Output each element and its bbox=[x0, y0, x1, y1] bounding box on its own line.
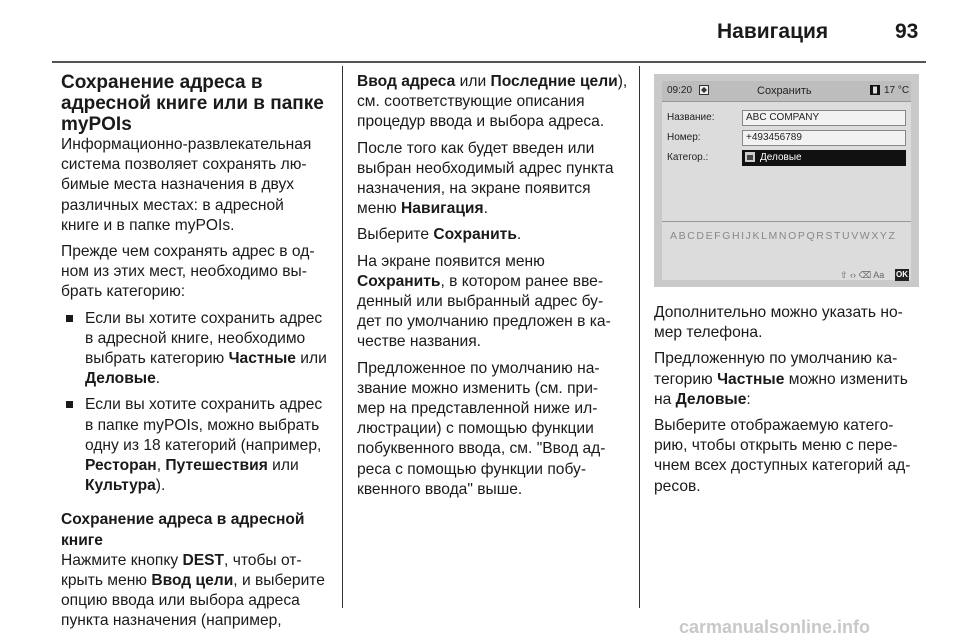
paragraph-save-menu: На экране появится меню Сохранить, в котором ранее вве- денный или выбранный адрес бу- дет по умолчанию предложен в ка- честве названия. bbox=[357, 252, 611, 351]
category-icon bbox=[745, 152, 755, 162]
paragraph-rename: Предложенное по умолчанию на- звание можно изменить (см. при- мер на представленной ниже ил- люстрации) с помощью функции побуквенного ввода, см. "Ввод ад- реса с помощью функции побу- квенного ввода" выше. bbox=[357, 359, 606, 498]
paragraph-default-category: Предложенную по умолчанию ка- тегорию Частные можно изменить на Деловые: bbox=[654, 350, 908, 408]
paragraph-select-save: Выберите Сохранить. bbox=[357, 226, 522, 244]
paragraph-category: Прежде чем сохранять адрес в од- ном из этих мест, необходимо вы- брать категорию: bbox=[61, 243, 315, 301]
page-number: 93 bbox=[895, 20, 919, 43]
bullet-item-addressbook: Если вы хотите сохранить адрес в адресной книге, необходимо выбрать категорию Частные или Деловые. bbox=[61, 309, 336, 390]
paragraph-intro: Информационно-развлекательная система позволяет сохранять лю- бимые места назначения в двух различных местах: в адресной книге и в папке myPOIs. bbox=[61, 136, 312, 234]
label-name: Название: bbox=[667, 112, 715, 123]
column-divider-1 bbox=[342, 66, 343, 608]
paragraph-dest: Нажмите кнопку DEST, чтобы от- крыть меню Ввод цели, и выберите опцию ввода или выбора адреса пункта назначения (например, bbox=[61, 551, 325, 630]
keyboard-divider bbox=[662, 221, 911, 222]
screen-title: Сохранить bbox=[757, 85, 812, 97]
category-value: Деловые bbox=[760, 152, 802, 163]
phone-icon bbox=[870, 85, 880, 95]
header-rule bbox=[52, 61, 926, 63]
name-value: ABC COMPANY bbox=[746, 112, 820, 123]
header-title: Навигация bbox=[717, 20, 829, 43]
phone-value: +493456789 bbox=[746, 132, 802, 143]
column-1 bbox=[61, 72, 336, 632]
screen-temperature: 17 °C bbox=[884, 85, 910, 96]
label-phone: Номер: bbox=[667, 132, 701, 143]
bullet-icon bbox=[66, 315, 73, 322]
screen-time: 09:20 bbox=[667, 85, 693, 96]
column-2 bbox=[357, 72, 637, 506]
column-divider-2 bbox=[639, 66, 640, 608]
screen-illustration bbox=[654, 74, 919, 287]
column-3 bbox=[654, 303, 929, 503]
section-heading: Сохранение адреса в адресной книге или в папке myPOIs bbox=[61, 72, 324, 135]
paragraph-continuation: Ввод адреса или Последние цели), см. соответствующие описания процедур ввода и выбора адреса. bbox=[357, 73, 628, 131]
paragraph-after-entry: После того как будет введен или выбран необходимый адрес пункта назначения, на экране появится меню Навигация. bbox=[357, 139, 614, 218]
subheading: Сохранение адреса в адресной книге bbox=[61, 511, 305, 549]
label-category: Категор.: bbox=[667, 152, 709, 163]
alphabet-keyboard[interactable]: ABCDEFGHIJKLMNOPQRSTUVWXYZ bbox=[670, 230, 897, 242]
keyboard-arrow-keys[interactable]: ⇧ ‹› ⌫ Aa bbox=[840, 270, 885, 280]
compass-icon bbox=[699, 85, 709, 95]
paragraph-category-menu: Выберите отображаемую катего- рию, чтобы открыть меню с пере- чнем всех доступных категорий ад- ресов. bbox=[654, 417, 911, 495]
bullet-item-mypois: Если вы хотите сохранить адрес в папке myPOIs, можно выбрать одну из 18 категорий (например, Ресторан, Путешествия или Культура). bbox=[61, 395, 336, 496]
watermark: carmanualsonline.info bbox=[679, 617, 871, 637]
bullet-icon bbox=[66, 401, 73, 408]
ok-button[interactable]: OK bbox=[896, 270, 908, 279]
infotainment-screen bbox=[662, 81, 911, 280]
paragraph-phone: Дополнительно можно указать но- мер телефона. bbox=[654, 304, 903, 342]
